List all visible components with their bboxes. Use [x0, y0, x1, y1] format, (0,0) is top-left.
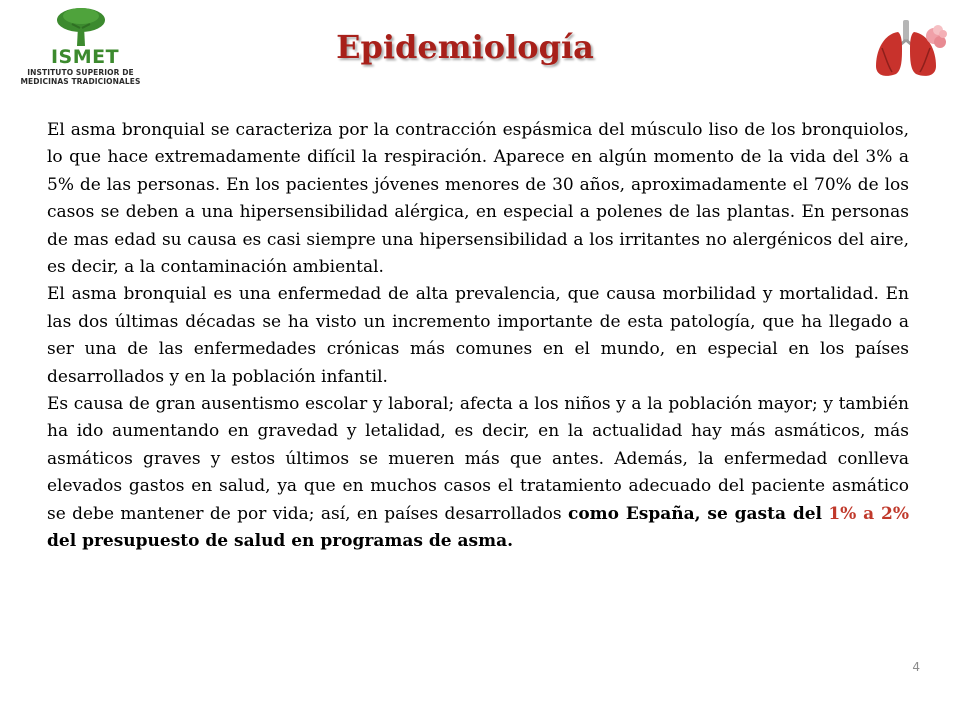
logo-name: ISMET [50, 46, 120, 68]
logo-subtitle-line1: INSTITUTO SUPERIOR DE [27, 68, 134, 77]
body-text [47, 117, 909, 556]
paragraph-3-bold-budget: del presupuesto de salud en programas de asma. [47, 531, 513, 552]
paragraph-3-bold-spain: como España, se gasta del [567, 503, 822, 524]
ismet-logo [18, 6, 143, 84]
paragraph-3 [47, 391, 909, 555]
logo-subtitle-line2: MEDICINAS TRADICIONALES [20, 77, 141, 86]
page-number: 4 [912, 660, 920, 674]
page-title: Epidemiología [336, 28, 594, 66]
tree-icon [56, 6, 106, 48]
paragraph-3-text: Es causa de gran ausentismo escolar y laboral; afecta a los niños y a la población mayor; y también ha ido aumentando en gravedad y letalidad, es decir, en la actualidad hay más asmáticos, más asmáticos graves y estos últimos se mueren más que antes. Además, la enfermedad conlleva elevados gastos en salud, ya que en muchos casos el tratamiento adecuado del paciente asmático se debe mantener de por vida; así, en países desarrollados [47, 394, 909, 524]
paragraph-1: El asma bronquial se caracteriza por la contracción espásmica del músculo liso de los bronquiolos, lo que hace extremadamente difícil la respiración. Aparece en algún momento de la vida del 3% a 5% de las personas. En los pacientes jóvenes menores de 30 años, aproximadamente el 70% de los casos se deben a una hipersensibilidad alérgica, en especial a polenes de las plantas. En personas de mas edad su causa es casi siempre una hipersensibilidad a los irritantes no alergénicos del aire, es decir, a la contaminación ambiental. [47, 120, 909, 278]
lungs-icon [868, 18, 948, 82]
paragraph-2: El asma bronquial es una enfermedad de alta prevalencia, que causa morbilidad y mortalidad. En las dos últimas décadas se ha visto un incremento importante de esta patología, que ha llegado a ser una de las enfermedades crónicas más comunes en el mundo, en especial en los países desarrollados y en la población infantil. [47, 284, 909, 387]
paragraph-3-percentage: 1% a 2% [828, 503, 910, 524]
